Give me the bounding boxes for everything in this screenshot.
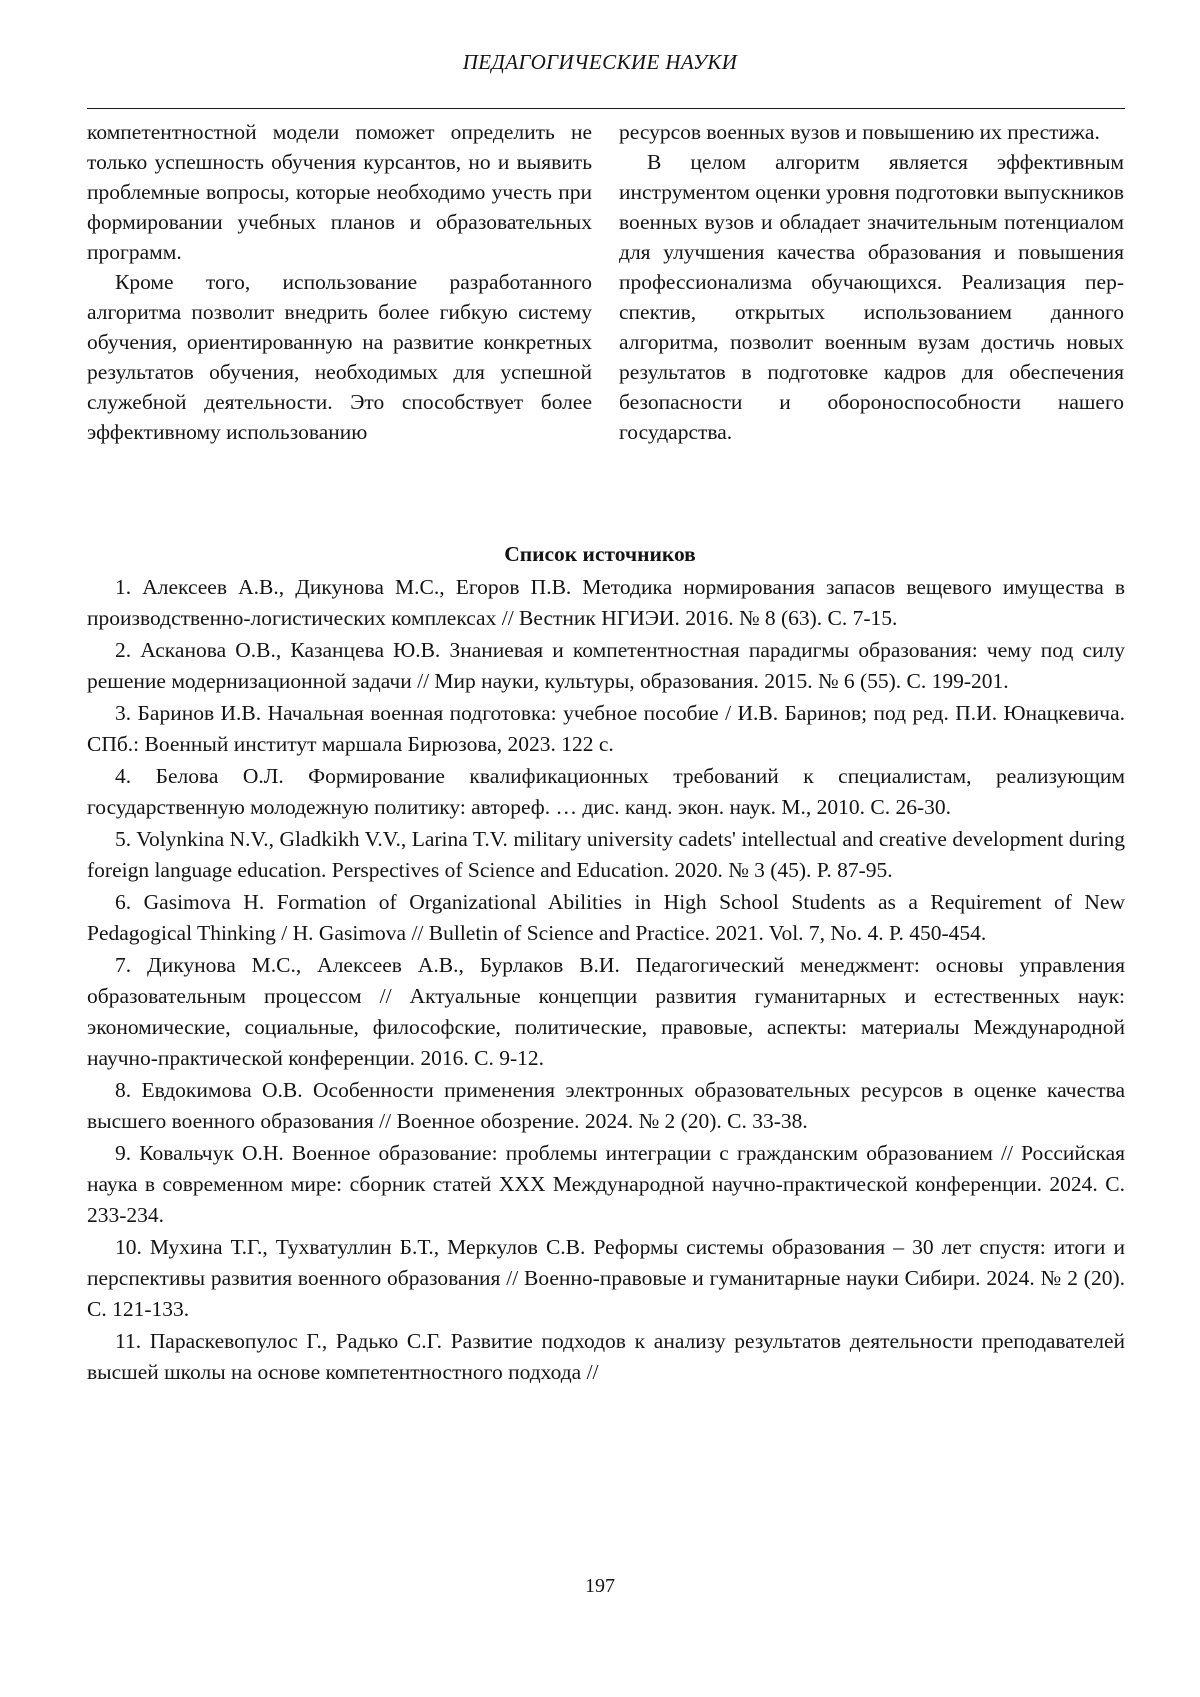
right-paragraph-1: ресурсов военных вузов и повышению их престижа. [619,120,1100,144]
reference-item-8: 8. Евдокимова О.В. Особенности применения электронных образовательных ресурсов в оценке качества высшего военного образования // Военное обозрение. 2024. № 2 (20). С. 33-38. [87,1078,1125,1133]
running-header: ПЕДАГОГИЧЕСКИЕ НАУКИ [462,50,738,74]
page-number: 197 [585,1575,615,1597]
reference-item-3: 3. Баринов И.В. Начальная военная подготовка: учебное пособие / И.В. Баринов; под ред. П.И. Юнацкевича. СПб.: Военный институт маршала Бирюзова, 2023. 122 с. [87,701,1125,756]
reference-item-6: 6. Gasimova H. Formation of Organizational Abilities in High School Students as a Requirement of New Pedagogical Thinking / H. Gasimova // Bulletin of Science and Practice. 2021. Vol. 7, No. 4. P. 450-454. [87,890,1125,945]
left-paragraph-2: Кроме того, использование разработанного алгоритма позволит внедрить более гибкую систему обучения, ориентированную на развитие конкретных результатов обучения, необходимых для успешной служебной деятельности. Это способствует более эффективному использованию [87,270,592,444]
left-paragraph-1: компетентностной модели поможет определить не только успешность обучения курсантов, но и выявить проблемные вопросы, которые необходимо учесть при формировании учебных планов и образовательных программ. [87,120,592,264]
reference-item-10: 10. Мухина Т.Г., Тухватуллин Б.Т., Меркулов С.В. Реформы системы образования – 30 лет спустя: итоги и перспективы развития военного образования // Военно-правовые и гуманитарные науки Сибири. 2024. № 2 (20). С. 121-133. [87,1235,1125,1321]
right-paragraph-2: В целом алгоритм является эффективным инструментом оценки уровня подготовки выпускников военных вузов и обладает значительным потенциалом для улучшения качества образования и повышения профессионализма обучающихся. Реализация перспектив, открытых использованием данного алгоритма, позволит военным вузам достичь новых результатов в подготовке кадров для обеспечения безопасности и обороноспособности нашего государства. [619,150,1124,444]
reference-item-2: 2. Асканова О.В., Казанцева Ю.В. Знаниевая и компетентностная парадигмы образования: чему под силу решение модернизационной задачи // Мир науки, культуры, образования. 2015. № 6 (55). С. 199-201. [87,638,1125,693]
references-list [87,572,1125,1389]
reference-item-4: 4. Белова О.Л. Формирование квалификационных требований к специалистам, реализующим государственную молодежную политику: автореф. … дис. канд. экон. наук. М., 2010. С. 26-30. [87,764,1125,819]
reference-item-11: 11. Параскевопулос Г., Радько С.Г. Развитие подходов к анализу результатов деятельности преподавателей высшей школы на основе компетентностного подхода // [87,1329,1125,1384]
right-column [619,117,1124,447]
left-column [87,117,592,447]
header-divider [87,108,1125,109]
reference-item-5: 5. Volynkina N.V., Gladkikh V.V., Larina T.V. military university cadets' intellectual and creative development during foreign language education. Perspectives of Science and Education. 2020. № 3 (45). P. 87-95. [87,827,1125,882]
references-title: Список источников [504,542,696,566]
reference-item-1: 1. Алексеев А.В., Дикунова М.С., Егоров П.В. Методика нормирования запасов вещевого имущества в производственно-логистических комплексах // Вестник НГИЭИ. 2016. № 8 (63). С. 7-15. [87,575,1125,630]
reference-item-9: 9. Ковальчук О.Н. Военное образование: проблемы интеграции с гражданским образованием // Российская наука в современном мире: сборник статей XXX Международной научно-практической конференции. 2024. С. 233-234. [87,1141,1125,1227]
reference-item-7: 7. Дикунова М.С., Алексеев А.В., Бурлаков В.И. Педагогический менеджмент: основы управления образовательным процессом // Актуальные концепции развития гуманитарных и естественных наук: экономические, социальные, философские, политические, правовые, аспекты: материалы Международной научно-практической конференции. 2016. С. 9-12. [87,953,1125,1070]
